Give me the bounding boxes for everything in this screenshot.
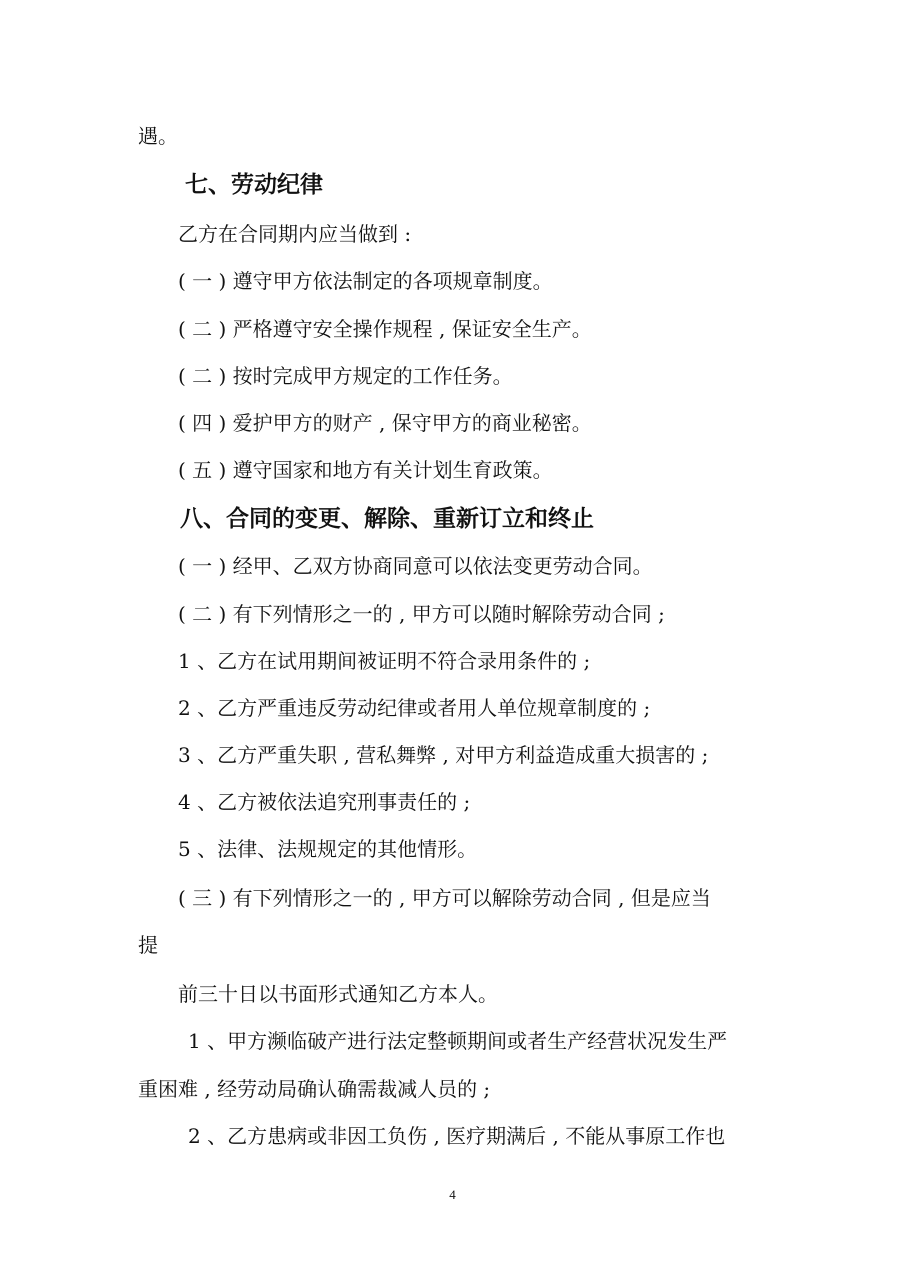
list-item: ( 二 ) 严格遵守安全操作规程 , 保证安全生产。 xyxy=(178,317,592,341)
list-item: 4 、乙方被依法追究刑事责任的 ; xyxy=(178,790,471,814)
list-item: 1 、甲方濒临破产进行法定整顿期间或者生产经营状况发生严 xyxy=(188,1029,728,1053)
list-item: ( 三 ) 有下列情形之一的 , 甲方可以解除劳动合同 , 但是应当 xyxy=(178,886,711,910)
list-item: 2 、乙方严重违反劳动纪律或者用人单位规章制度的 ; xyxy=(178,696,651,720)
text-line-continuation: 提 xyxy=(138,933,158,957)
list-item: ( 五 ) 遵守国家和地方有关计划生育政策。 xyxy=(178,458,553,482)
text-line-continuation: 重困难 , 经劳动局确认确需裁减人员的 ; xyxy=(138,1077,491,1101)
section-heading-labor-discipline: 七、劳动纪律 xyxy=(185,172,323,198)
list-item: ( 二 ) 按时完成甲方规定的工作任务。 xyxy=(178,364,513,388)
list-item: ( 四 ) 爱护甲方的财产 , 保守甲方的商业秘密。 xyxy=(178,411,592,435)
section-heading-contract-changes: 八、合同的变更、解除、重新订立和终止 xyxy=(180,506,594,532)
text-line-intro: 乙方在合同期内应当做到 : xyxy=(178,222,412,246)
list-item: ( 一 ) 经甲、乙双方协商同意可以依法变更劳动合同。 xyxy=(178,554,653,578)
page-number: 4 xyxy=(449,1187,456,1202)
text-line: 前三十日以书面形式通知乙方本人。 xyxy=(178,982,498,1006)
list-item: 3 、乙方严重失职 , 营私舞弊 , 对甲方利益造成重大损害的 ; xyxy=(178,743,709,767)
list-item: 2 、乙方患病或非因工负伤 , 医疗期满后 , 不能从事原工作也 xyxy=(188,1124,726,1148)
list-item: ( 一 ) 遵守甲方依法制定的各项规章制度。 xyxy=(178,269,553,293)
list-item: ( 二 ) 有下列情形之一的 , 甲方可以随时解除劳动合同 ; xyxy=(178,602,665,626)
list-item: 1 、乙方在试用期间被证明不符合录用条件的 ; xyxy=(178,649,591,673)
list-item: 5 、法律、法规规定的其他情形。 xyxy=(178,837,478,861)
text-line-continuation: 遇。 xyxy=(138,124,178,148)
